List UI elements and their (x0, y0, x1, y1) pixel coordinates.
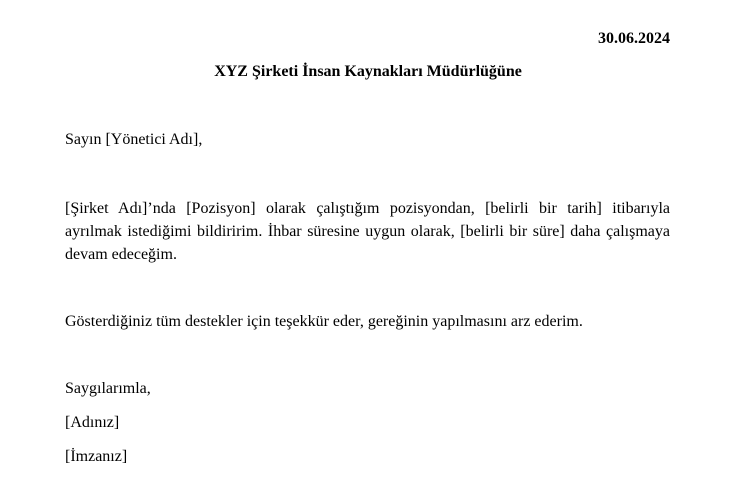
letter-date: 30.06.2024 (598, 30, 670, 47)
thanks-paragraph: Gösterdiğiniz tüm destekler için teşekkür eder, gereğinin yapılmasını arz ederim. (65, 313, 583, 330)
recipient-title: XYZ Şirketi İnsan Kaynakları Müdürlüğüne (214, 63, 522, 80)
signature-placeholder: [İmzanız] (65, 448, 128, 465)
body-paragraph: [Şirket Adı]’nda [Pozisyon] olarak çalıştığım pozisyondan, [belirli bir tarih] itibarıyla ayrılmak istediğimi bildiririm. İhbar süresine uygun olarak, [belirli bir süre] daha çalışmaya devam edeceğim. (65, 200, 670, 263)
closing: Saygılarımla, (65, 380, 151, 397)
greeting: Sayın [Yönetici Adı], (65, 131, 203, 148)
name-placeholder: [Adınız] (65, 414, 120, 431)
